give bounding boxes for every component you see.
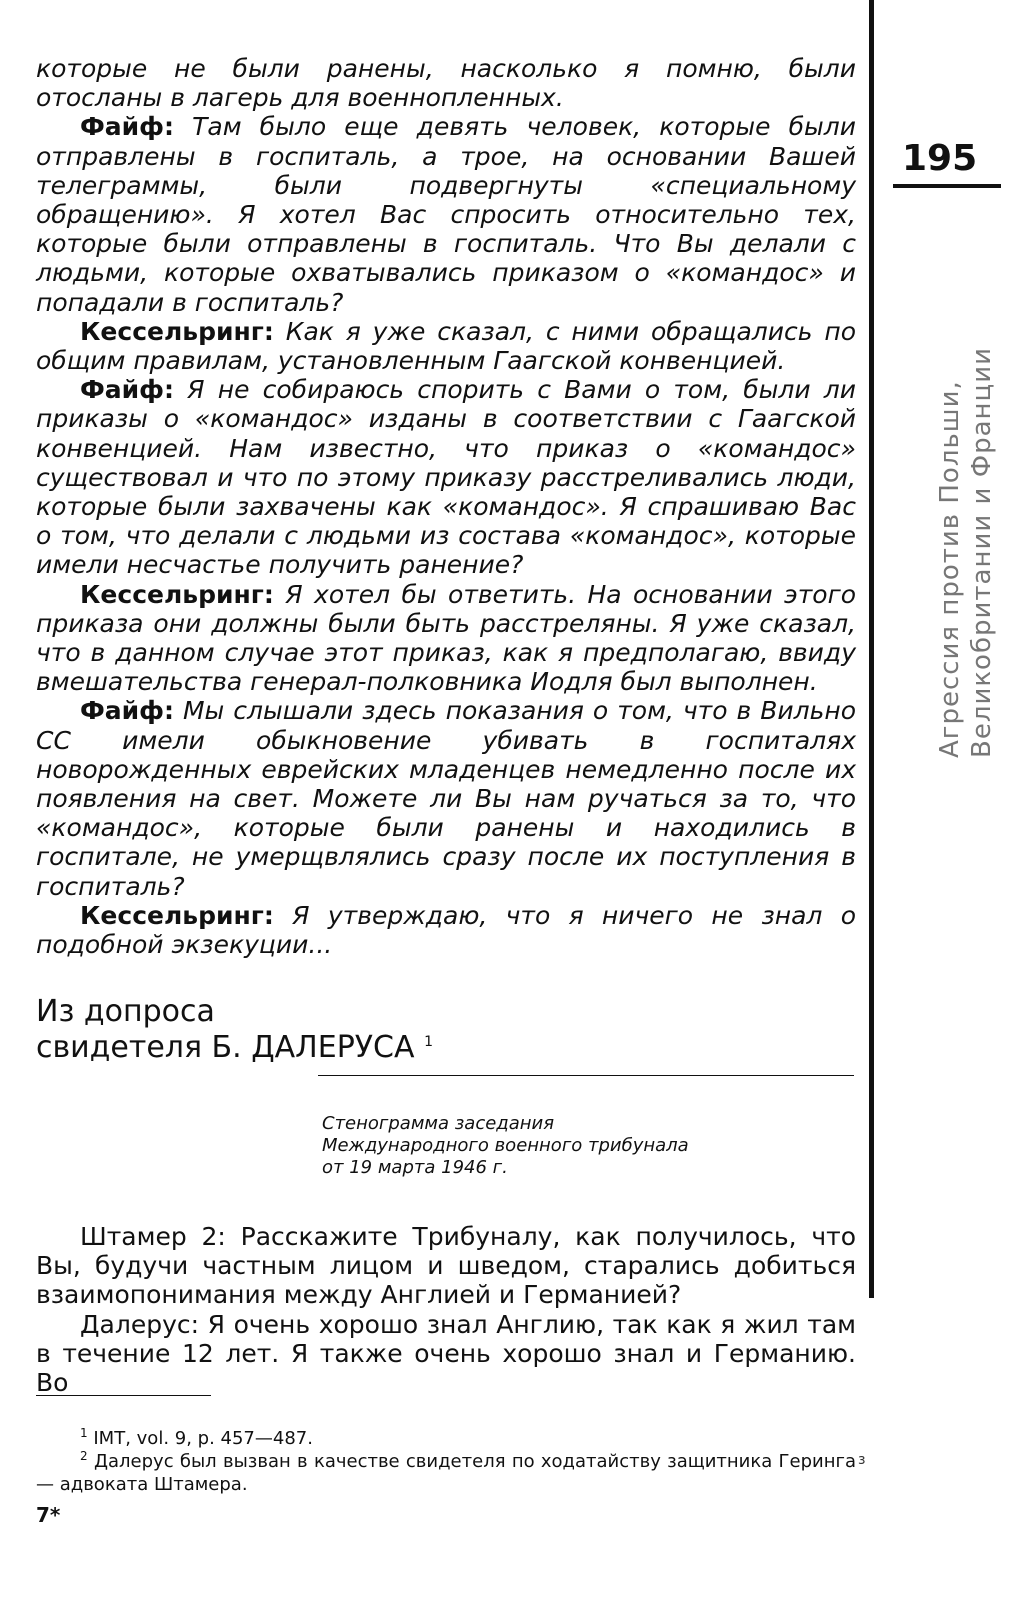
subtitle-line-2: Международного военного трибунала — [322, 1135, 689, 1156]
speech-text: Как я уже сказал, с ними обращались по общим правилам, установленным Гаагской конвенцией. — [36, 316, 856, 376]
speaker-colon: : — [217, 1222, 226, 1251]
heading-footnote-ref: 1 — [424, 1034, 433, 1050]
section-heading — [36, 994, 536, 1066]
speech-text: Я очень хорошо знал Англию, так как я жил там в течение 12 лет. Я также очень хорошо знал и Германию. Во — [36, 1309, 856, 1398]
footnote-text: IMT, vol. 9, p. 457—487. — [93, 1428, 313, 1449]
footnote-rule — [36, 1395, 211, 1396]
running-head-line-1: Агрессия против Польши, — [935, 380, 965, 758]
speech-text: Мы слышали здесь показания о том, что в Вильно СС имели обыкновение убивать в госпиталях новорожденных еврейских младенцев немедленно после их появления на свет. Можете ли Вы нам ручаться за то, что «командос», которые были ранены и находились в госпитале, не умерщвлялись сразу после их поступления в госпиталь? — [36, 696, 856, 901]
paragraph-kesselring-2 — [36, 580, 856, 697]
speaker-fyfe: Файф: — [80, 375, 174, 405]
speech-text: Там было еще девять человек, которые были отправлены в госпиталь, а трое, на основании Вашей телеграммы, были подвергнуты «специальному обращению». Я хотел Вас спросить относительно тех, которые были отправлены в госпиталь. Что Вы делали с людьми, которые охватывались приказом о «командос» и попадали в госпиталь? — [36, 112, 856, 317]
running-head — [936, 198, 998, 758]
heading-line-1: Из допроса — [36, 994, 215, 1029]
speech-text: Я утверждаю, что я ничего не знал о подобной экзекуции... — [36, 900, 856, 960]
dahlerus-text — [36, 1222, 856, 1397]
speech-text: Расскажите Трибуналу, как получилось, что Вы, будучи частным лицом и шведом, старались добиться взаимопонимания между Англией и Германией? — [36, 1222, 857, 1310]
paragraph-kesselring-1 — [36, 317, 856, 375]
margin-rule — [869, 0, 874, 1298]
heading-line-2: свидетеля Б. ДАЛЕРУСА $^1$ — [36, 1030, 433, 1065]
paragraph-stahmer — [36, 1222, 856, 1310]
subtitle-line-3: от 19 марта 1946 г. — [322, 1157, 508, 1178]
paragraph-dahlerus — [36, 1310, 856, 1398]
paragraph-kesselring-3 — [36, 901, 856, 959]
page-number: 195 — [902, 138, 978, 179]
printer-signature: 7* — [36, 1503, 61, 1527]
source-subtitle — [322, 1113, 742, 1179]
running-head-line-2: Великобритании и Франции — [967, 346, 997, 758]
speaker-kesselring: Кессельринг: — [80, 579, 274, 609]
speaker-kesselring: Кессельринг: — [80, 316, 274, 346]
edge-mark: з — [858, 1452, 866, 1468]
speaker-kesselring: Кессельринг: — [80, 900, 274, 930]
footnote-ref-2: 2 — [201, 1222, 218, 1251]
main-text — [36, 54, 856, 959]
subtitle-line-1: Стенограмма заседания — [322, 1113, 555, 1134]
speaker-stahmer: Штамер — [80, 1222, 187, 1251]
footnote-1 — [36, 1427, 856, 1450]
speaker-fyfe: Файф: — [80, 696, 174, 726]
paragraph-continuation: которые не были ранены, насколько я помню, были отосланы в лагерь для военнопленных. — [36, 54, 856, 113]
paragraph-fyfe-2 — [36, 375, 856, 579]
paragraph-fyfe-1 — [36, 112, 856, 316]
speaker-fyfe: Файф: — [80, 112, 174, 142]
paragraph-fyfe-3 — [36, 696, 856, 900]
speech-text: Я не собираюсь спорить с Вами о том, были ли приказы о «командос» изданы в соответствии с Гаагской конвенцией. Нам известно, что приказ о «командос» существовал и что по этому приказу расстреливались люди, которые были захвачены как «командос». Я спрашиваю Вас о том, что делали с людьми из состава «командос», которые имели несчастье получить ранение? — [36, 375, 856, 580]
footnotes — [36, 1427, 856, 1496]
heading-rule — [318, 1075, 854, 1076]
speaker-dahlerus: Далерус: — [80, 1309, 200, 1339]
footnote-text: Далерус был вызван в качестве свидетеля по ходатайству защитника Геринга — адвоката Штамера. — [36, 1451, 856, 1495]
speech-text: Я хотел бы ответить. На основании этого приказа они должны были быть расстреляны. Я уже сказал, что в данном случае этот приказ, как я предполагаю, ввиду вмешательства генерал-полковника Иодля был выполнен. — [36, 579, 857, 697]
footnote-mark: 2 — [80, 1449, 88, 1463]
page-number-rule — [893, 184, 1001, 188]
footnote-2 — [36, 1450, 856, 1496]
footnote-mark: 1 — [80, 1426, 88, 1440]
